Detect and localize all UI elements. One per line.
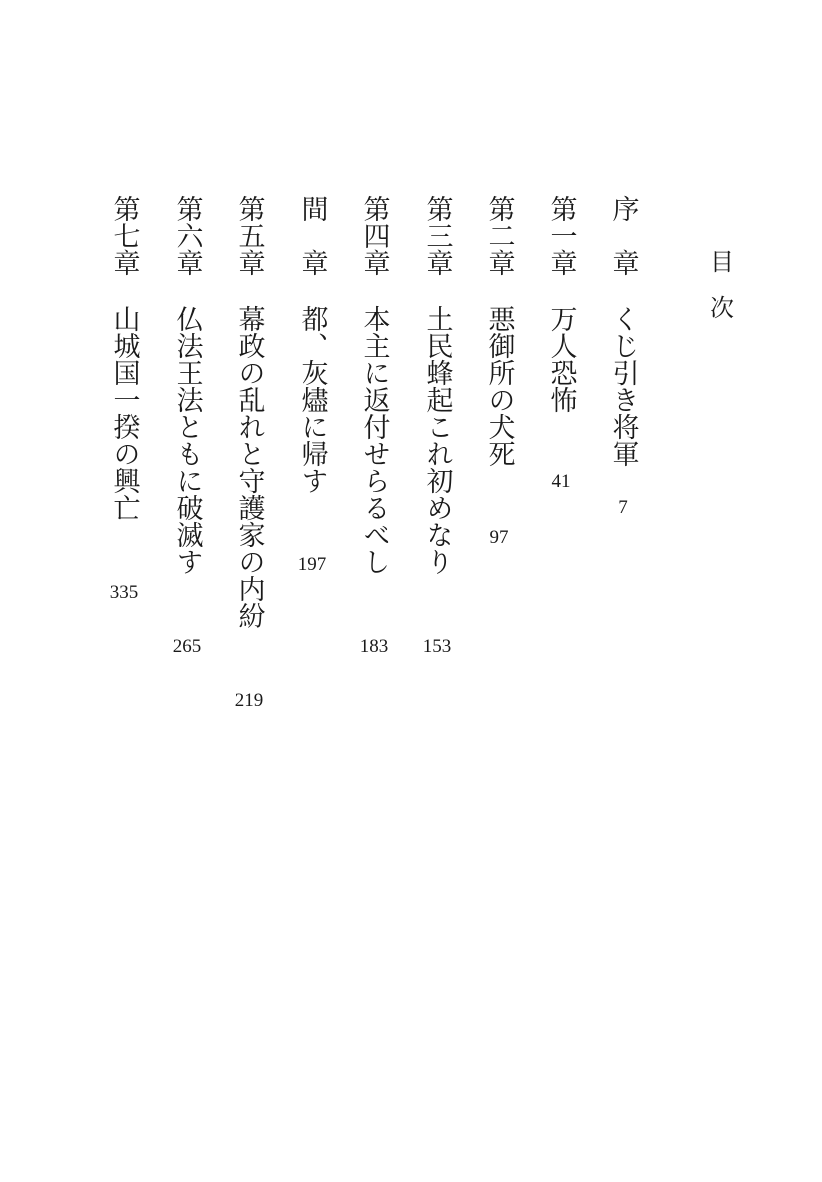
page-number: 153 <box>422 636 452 657</box>
page-number: 41 <box>551 471 571 492</box>
chapter-title: 本主に返付せらるべし <box>358 305 390 575</box>
chapter-title: 幕政の乱れと守護家の内紛 <box>233 305 265 629</box>
chapter-title: 万人恐怖 <box>545 305 577 413</box>
toc-heading <box>706 250 738 320</box>
page-number: 219 <box>234 690 264 711</box>
chapter-label: 第一章 <box>545 195 577 276</box>
chapter-label: 第六章 <box>171 195 203 276</box>
page-number: 265 <box>172 636 202 657</box>
page-number: 183 <box>359 636 389 657</box>
chapter-label: 第三章 <box>421 195 453 276</box>
toc-heading-char-2: 次 <box>710 294 734 322</box>
chapter-label: 第四章 <box>358 195 390 276</box>
chapter-label: 第二章 <box>483 195 515 276</box>
chapter-label: 第七章 <box>108 195 140 276</box>
page-number: 335 <box>109 582 139 603</box>
chapter-title: 山城国一揆の興亡 <box>108 305 140 521</box>
chapter-label: 間 章 <box>296 195 328 276</box>
chapter-label: 序 章 <box>607 195 639 276</box>
page-number: 197 <box>297 554 327 575</box>
chapter-title: 土民蜂起これ初めなり <box>421 305 453 575</box>
chapter-title: くじ引き将軍 <box>607 305 639 467</box>
chapter-title: 仏法王法ともに破滅す <box>171 305 203 575</box>
page-number: 97 <box>489 527 509 548</box>
chapter-title: 悪御所の犬死 <box>483 305 515 467</box>
chapter-title: 都、灰燼に帰す <box>296 305 328 494</box>
toc-heading-char-1: 目 <box>710 248 734 276</box>
page-number: 7 <box>618 497 628 518</box>
chapter-label: 第五章 <box>233 195 265 276</box>
